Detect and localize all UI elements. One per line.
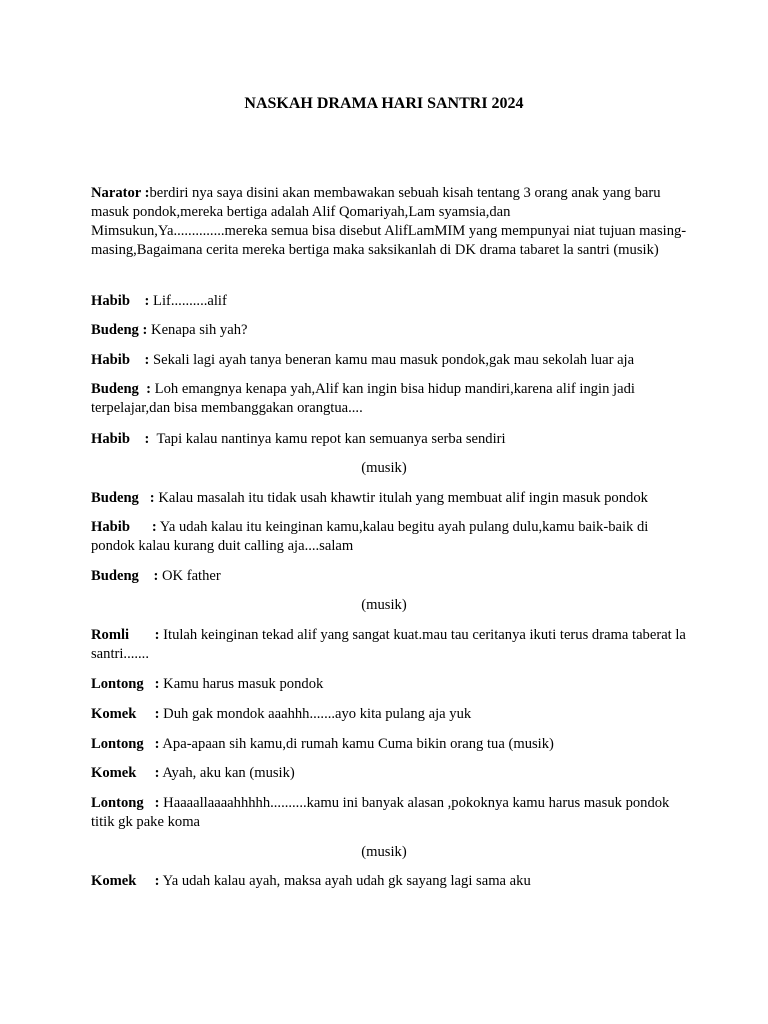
script-line — [91, 292, 689, 311]
dialogue-text: Ya udah kalau ayah, maksa ayah udah gk sayang lagi sama aku — [159, 873, 531, 889]
speaker-name: Budeng : — [91, 568, 159, 584]
script-line — [91, 380, 689, 418]
speaker-name: Budeng : — [91, 381, 152, 397]
speaker-name: Narator : — [91, 185, 150, 201]
speaker-name: Komek : — [91, 706, 160, 722]
dialogue-text: Haaaallaaaahhhhh..........kamu ini banyak alasan ,pokoknya kamu harus masuk pondok titik gk pake koma — [91, 795, 670, 830]
speaker-name: Budeng : — [91, 322, 148, 338]
dialogue-text: Duh gak mondok aaahhh.......ayo kita pulang aja yuk — [159, 706, 472, 722]
speaker-name: Komek : — [91, 873, 160, 889]
script-line — [91, 430, 689, 449]
stage-direction: (musik) — [361, 460, 407, 476]
stage-direction: (musik) — [361, 844, 407, 860]
dialogue-text: Itulah keinginan tekad alif yang sangat kuat.mau tau ceritanya ikuti terus drama taberat la santri....... — [91, 627, 686, 662]
script-line — [91, 518, 689, 556]
script-line — [91, 872, 689, 891]
dialogue-text: Ayah, aku kan (musik) — [159, 765, 295, 781]
script-line — [91, 764, 689, 783]
script-line — [91, 567, 689, 586]
dialogue-text: Ya udah kalau itu keinginan kamu,kalau begitu ayah pulang dulu,kamu baik-baik di pondok kalau kurang duit calling aja....salam — [91, 519, 649, 554]
speaker-name: Habib : — [91, 352, 150, 368]
script-line — [91, 626, 689, 664]
script-line — [91, 489, 689, 508]
speaker-name: Komek : — [91, 765, 160, 781]
script-line — [91, 351, 689, 370]
dialogue-text: berdiri nya saya disini akan membawakan sebuah kisah tentang 3 orang anak yang baru masuk pondok,mereka bertiga adalah Alif Qomariyah,Lam syamsia,dan Mimsukun,Ya..............mereka semua bisa disebut AlifLamMIM yang mempunyai niat tujuan masing-masing,Bagaimana cerita mereka bertiga maka saksikanlah di DK drama tabaret la santri (musik) — [91, 185, 687, 258]
script-line — [91, 321, 689, 340]
dialogue-text: OK father — [158, 568, 221, 584]
dialogue-text: Loh emangnya kenapa yah,Alif kan ingin bisa hidup mandiri,karena alif ingin jadi terpelajar,dan bisa membanggakan orangtua.... — [91, 381, 635, 416]
speaker-name: Habib : — [91, 431, 150, 447]
stage-direction: (musik) — [361, 597, 407, 613]
speaker-name: Lontong : — [91, 736, 160, 752]
script-line-narator — [91, 184, 689, 260]
speaker-name: Habib : — [91, 293, 150, 309]
dialogue-text: Sekali lagi ayah tanya beneran kamu mau masuk pondok,gak mau sekolah luar aja — [149, 352, 635, 368]
script-line — [91, 675, 689, 694]
dialogue-text: Kalau masalah itu tidak usah khawtir itulah yang membuat alif ingin masuk pondok — [154, 490, 648, 506]
document-title: NASKAH DRAMA HARI SANTRI 2024 — [244, 95, 524, 112]
dialogue-text: Lif..........alif — [149, 293, 227, 309]
dialogue-text: Apa-apaan sih kamu,di rumah kamu Cuma bikin orang tua (musik) — [159, 736, 554, 752]
script-line — [91, 735, 689, 754]
speaker-name: Habib : — [91, 519, 157, 535]
dialogue-text: Kenapa sih yah? — [147, 322, 248, 338]
speaker-name: Lontong : — [91, 676, 160, 692]
speaker-name: Budeng : — [91, 490, 155, 506]
script-line — [91, 705, 689, 724]
dialogue-text: Tapi kalau nantinya kamu repot kan semuanya serba sendiri — [149, 431, 506, 447]
speaker-name: Romli : — [91, 627, 160, 643]
speaker-name: Lontong : — [91, 795, 160, 811]
script-line — [91, 794, 689, 832]
dialogue-text: Kamu harus masuk pondok — [159, 676, 324, 692]
